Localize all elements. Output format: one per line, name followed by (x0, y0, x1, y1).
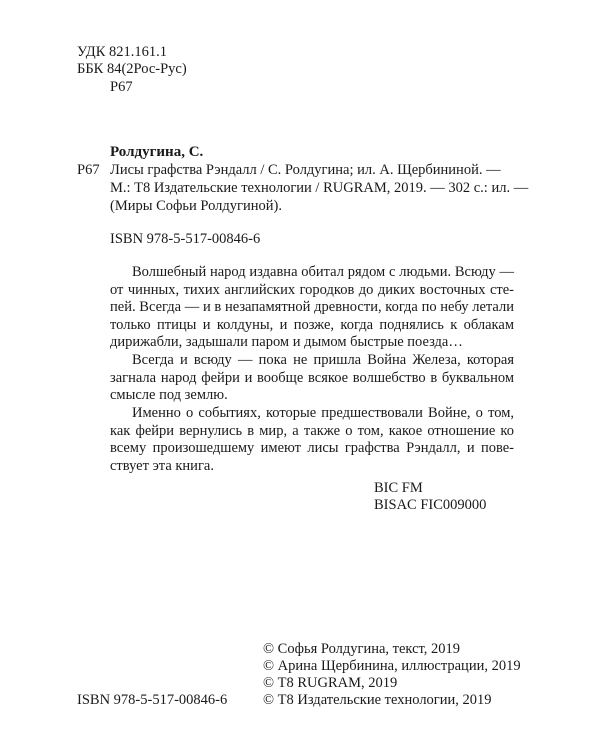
author-sign: Р67 (110, 79, 133, 95)
annotation-line: Именно о событиях, которые предшествовали Войне, о том, (132, 405, 514, 421)
annotation-line: от чинных, тихих английских городков до диких восточных сте- (110, 281, 514, 298)
annotation-line: загнала народ фейри и вообще всякое волшебство в буквальном (110, 369, 514, 386)
copyright-line: © Т8 RUGRAM, 2019 (263, 675, 398, 691)
annotation-line: ствует эта книга. (110, 457, 214, 474)
bibliography-author-sign: Р67 (77, 162, 100, 178)
annotation-line: как фейри вернулись в мир, а также о том, какое отношение ко (110, 422, 514, 439)
isbn-top: ISBN 978-5-517-00846-6 (110, 231, 261, 247)
annotation-line: только птицы и колдуны, и позже, когда поднялись к облакам (110, 316, 514, 333)
bibliography-line: (Миры Софьи Ролдугиной). (110, 198, 282, 214)
copyright-line: © Арина Щербинина, иллюстрации, 2019 (263, 658, 521, 674)
isbn-bottom: ISBN 978-5-517-00846-6 (77, 692, 228, 708)
annotation-line: Волшебный народ издавна обитал рядом с людьми. Всюду — (132, 264, 514, 280)
annotation-paragraph-3 (110, 405, 514, 475)
annotation-line: пей. Всегда — и в незапамятной древности, когда по небу летали (110, 299, 514, 315)
annotation-line: дирижабли, задышали паром и дымом быстрые поезда… (110, 334, 463, 350)
annotation-line: всему произошедшему имеют лисы графства Рэндалл, и пове- (110, 440, 514, 456)
copyright-line: © Т8 Издательские технологии, 2019 (263, 692, 492, 708)
copyright-line: © Софья Ролдугина, текст, 2019 (263, 641, 461, 657)
bbk-code: ББК 84(2Рос-Рус) (77, 61, 187, 77)
bisac-code: BISAC FIC009000 (374, 497, 487, 513)
udk-code: УДК 821.161.1 (77, 44, 167, 60)
bic-code: BIC FM (374, 480, 423, 496)
author-name: Ролдугина, С. (110, 144, 204, 160)
annotation-line: смысле под землю. (110, 387, 228, 403)
annotation-paragraph-1 (110, 264, 514, 352)
annotation-paragraph-2 (110, 352, 514, 405)
bibliography-line: М.: Т8 Издательские технологии / RUGRAM, 2019. — 302 с.: ил. — (110, 180, 529, 196)
annotation-line: Всегда и всюду — пока не пришла Война Железа, которая (132, 352, 514, 368)
bibliography-line: Лисы графства Рэндалл / С. Ролдугина; ил. А. Щербининой. — (110, 162, 501, 178)
